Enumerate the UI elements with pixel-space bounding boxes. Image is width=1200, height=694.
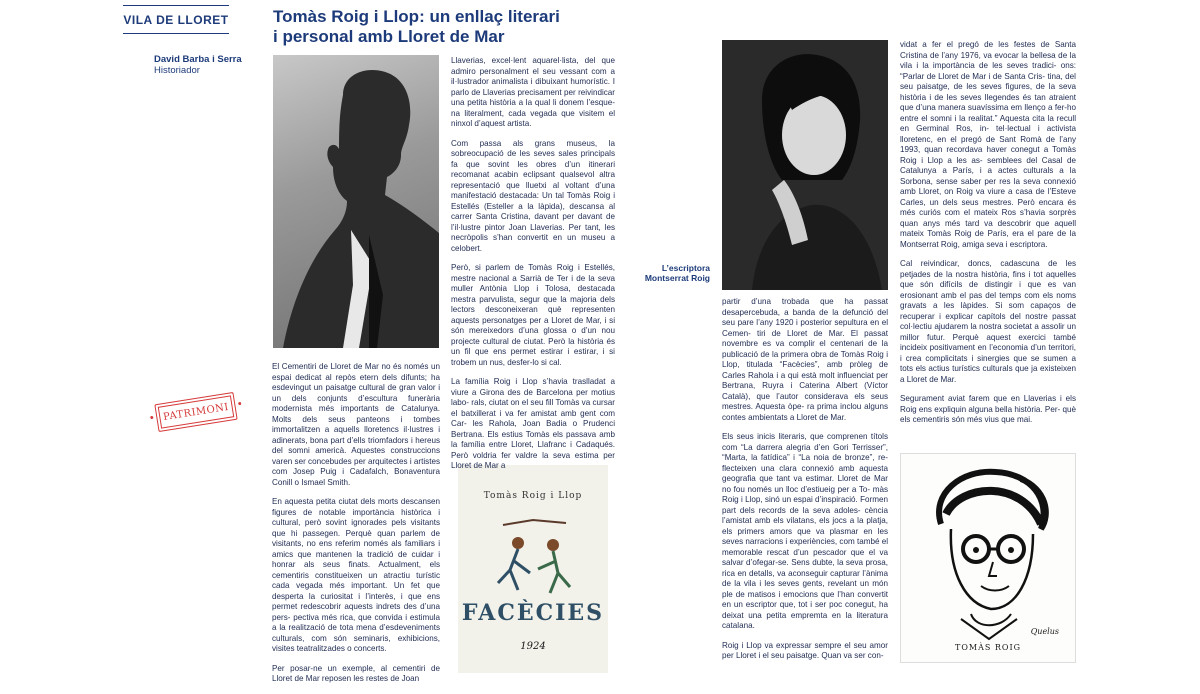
paragraph: partir d’una trobada que ha passat desapercebuda, a banda de la defunció del seu pare l’any 1920 i posterior sepultura en el Cemen- tiri de Lloret de Mar. El passat novembre es va complir el centenari de la publicació de la primera obra de Tomàs Roig i Llop, titulada “Facècies”, amb pròleg de Carles Rahola i a qui està molt influenciat per Bertrana, Ruyra i Caterina Albert (Víctor Català), que l’autor considerava els seus mestres. Aquesta òpe- ra prima inclou alguns contes ambientats a Lloret de Mar. bbox=[722, 297, 888, 422]
paragraph: Els seus inicis literaris, que comprenen títols com “La darrera alegria d’en Gori Terrisser”, “Marta, la fatídica” i “La noia de bronze”, re- flecteixen una clara connexió amb aquesta geografia que tant va estimar. Lloret de Mar no fou només un lloc d’estiueig per a To- màs Roig i Llop, sinó un espai d’inspiració. Formen part dels records de la seva adoles- cència l’amistat amb els vilatans, els jocs a la platja, els primers amors que va plasmar en les seves narracions i experiències, com també el memorable rescat d’un pescador que el va salvar d’ofegar-se. Sens dubte, la seva prosa, rica en detalls, va aconseguir capturar l’ànima de la vila i les seves gents, revelant un món ple de matisos i emocions que l’han convertit en un escriptor que, tot i ser poc conegut, ha deixat una petita empremta en la literatura catalana. bbox=[722, 432, 888, 630]
text-column-2 bbox=[451, 56, 615, 481]
book-title: FACÈCIES bbox=[461, 600, 605, 626]
paragraph: El Cementiri de Lloret de Mar no és només un espai dedicat al repòs etern dels difunts; ha esdevingut un paisatge cultural de gran valor i un dels conjunts d’escultura funerària modernista més importants de Catalunya. Molts dels seus panteons i tombes immortalitzen a aquells lloretencs il·lustres i adinerats, bona part d’ells triomfadors i hereus del somni americà. Aquestes construccions varen ser concebudes per arquitectes i artistes com Josep Puig i Cadafalch, Bonaventura Conill o Ismael Smith. bbox=[272, 362, 440, 487]
caption-line-1: L’escriptora bbox=[661, 263, 710, 273]
article-title bbox=[273, 7, 573, 47]
caption-line-2: Montserrat Roig bbox=[644, 273, 710, 283]
stamp-dot-icon bbox=[150, 416, 153, 419]
stamp-label: PATRIMONI bbox=[162, 401, 230, 423]
text-column-4 bbox=[900, 40, 1076, 435]
paragraph: Per posar-ne un exemple, al cementiri de Lloret de Mar reposen les restes de Joan bbox=[272, 663, 440, 683]
paragraph: Roig i Llop va expressar sempre el seu amor per Lloret i el seu paisatge. Quan va ser con- bbox=[722, 640, 888, 660]
book-cover-facecies bbox=[458, 465, 608, 673]
paragraph: Cal reivindicar, doncs, cadascuna de les petjades de la nostra història, fins i tot aquelles que són difícils de distingir i que es van erosionant amb el pas del temps com els noms gravats a les làpides. Si som capaços de recuperar i explicar capítols del nostre passat col·lectiu ajudarem la nostra societat a assolir un millor futur. Perquè aquest exercici també incideix positivament en l’economia d’un territori, i crea complicitats i sinergies que se sumen a tots els actius turístics culturals que ja existeixen a Lloret de Mar. bbox=[900, 259, 1076, 384]
paragraph: La família Roig i Llop s’havia traslladat a viure a Girona des de Barcelona per motius labo- rals, ciutat on el seu fill Tomàs va cursar el batxillerat i va fer amistat amb gent com Car- les Rahola, Joan Badia o Prudenci Bertrana. Els estius Tomàs els passava amb la família entre Lloret, Llafranc i Cadaqués. Però voldria fer valdre la seva estima per Lloret de Mar a bbox=[451, 377, 615, 470]
cartoon-caption: TOMÀS ROIG bbox=[954, 643, 1022, 652]
cartoon-signature: Quelus bbox=[1030, 627, 1059, 636]
photo-caption bbox=[640, 263, 710, 283]
portrait-silhouette-icon bbox=[273, 55, 439, 348]
portrait-silhouette-icon bbox=[722, 40, 888, 290]
portrait-photo-tomas-roig bbox=[273, 55, 439, 348]
author-name: David Barba i Serra bbox=[154, 54, 242, 65]
patrimoni-stamp bbox=[154, 392, 237, 432]
book-author: Tomàs Roig i Llop bbox=[483, 491, 583, 501]
section-header bbox=[123, 5, 229, 34]
text-column-1 bbox=[272, 362, 440, 694]
stamp-dot-icon bbox=[238, 402, 241, 405]
paragraph: Com passa als grans museus, la sobreocupació de les seves sales principals fa que sovint les obres d’un itinerari recomanat acabin eclipsant qualsevol altra representació que lluetxi al voltant d’una manifestació destacada: Un tal Tomàs Roig i Estellés (Esteller a la làpida), descansa al carrer Santa Cristina, davant per davant de l’il·lustre pintor Joan Llaverias. Per tant, les necròpolis s’han convertit en un museu a celobert. bbox=[451, 138, 615, 253]
section-label: VILA DE LLORET bbox=[123, 12, 229, 27]
book-date: 1924 bbox=[520, 641, 546, 652]
author-role: Historiador bbox=[154, 65, 200, 76]
text-column-3 bbox=[722, 297, 888, 671]
paragraph: Però, si parlem de Tomàs Roig i Estellés, mestre nacional a Sarrià de Ter i de la seva muller Antònia Llop i Tolosa, destacada mestra parvulista, segur que la majoria dels lectors desconeixeran què representen aquests personatges per a Lloret de Mar, i si són mereixedors d’una glossa o d’un nou projecte cultural de ciutat. Però la història és un fil que ens permet estirar i estirar, i si trobem un nus, desfer-lo si cal. bbox=[451, 263, 615, 367]
paragraph: En aquesta petita ciutat dels morts descansen figures de notable importància històrica i cultural, però sovint ignorades pels visitants que hi passegen. Perquè quan parlem de visitants, no ens referim només als familiars i amics que mantenen la tradició de cuidar i honrar als seus finats. Actualment, els cementiris constitueixen un atractiu turístic cada vegada més important. Un fet que desperta la curiositat i l’interès, i que ens permet redescobrir aquests indrets des d’una pers- pectiva més rica, que convida i estimula a la realització de tota mena d’esdeveniments culturals, com són seminaris, exhibicions, visites teatralitzades o concerts. bbox=[272, 497, 440, 653]
caricature-tomas-roig bbox=[900, 453, 1076, 663]
author-block bbox=[154, 54, 242, 76]
paragraph: Segurament aviat farem que en Llaverias i els Roig ens expliquin alguna bella història. Per- què els cementiris són més vius que mai. bbox=[900, 394, 1076, 424]
portrait-photo-montserrat-roig bbox=[722, 40, 888, 290]
paragraph: vidat a fer el pregó de les festes de Santa Cristina de l’any 1976, va evocar la bellesa de la vila i la importància de les seves tradici- ons: “Parlar de Lloret de Mar i de Santa Cris- tina, del seu paisatge, de les seves figures, de la seva història i de les seves llegendes és tan atraient que d’una manera suavíssima em llenço a fer-ho entre el somni i la realitat.” Aquesta cita la recull en Germinal Ros, in- tel·lectual i activista lloretenc, en el pregó de Sant Romà de l’any 1993, quan recordava haver conegut a Tomàs Roig i Llop a les as- semblees del Casal de Catalunya a París, i a actes culturals a la Sorbona, sense saber per res la seva connexió amb Lloret, on Roig va viure a casa de l’Esteve Carles, un dels seus mestres. Però encara és més curiós com el mateix Ros s’havia sorprès quan anys més tard va descobrir que aquell mateix Tomàs Roig de París, era el pare de la Montserrat Roig, amiga seva i escriptora. bbox=[900, 40, 1076, 249]
title-line-2: i personal amb Lloret de Mar bbox=[273, 27, 505, 46]
paragraph: Llaverias, excel·lent aquarel·lista, del que admiro personalment el seu vessant com a il·lustrador animalista i dibuixant humorístic. I parlo de Llaverias precisament per reivindicar una petita història a la qual li donem l’esque- na literalment, cada vegada que visitem el ninxol d’aquest artista. bbox=[451, 56, 615, 128]
title-line-1: Tomàs Roig i Llop: un enllaç literari bbox=[273, 7, 560, 26]
